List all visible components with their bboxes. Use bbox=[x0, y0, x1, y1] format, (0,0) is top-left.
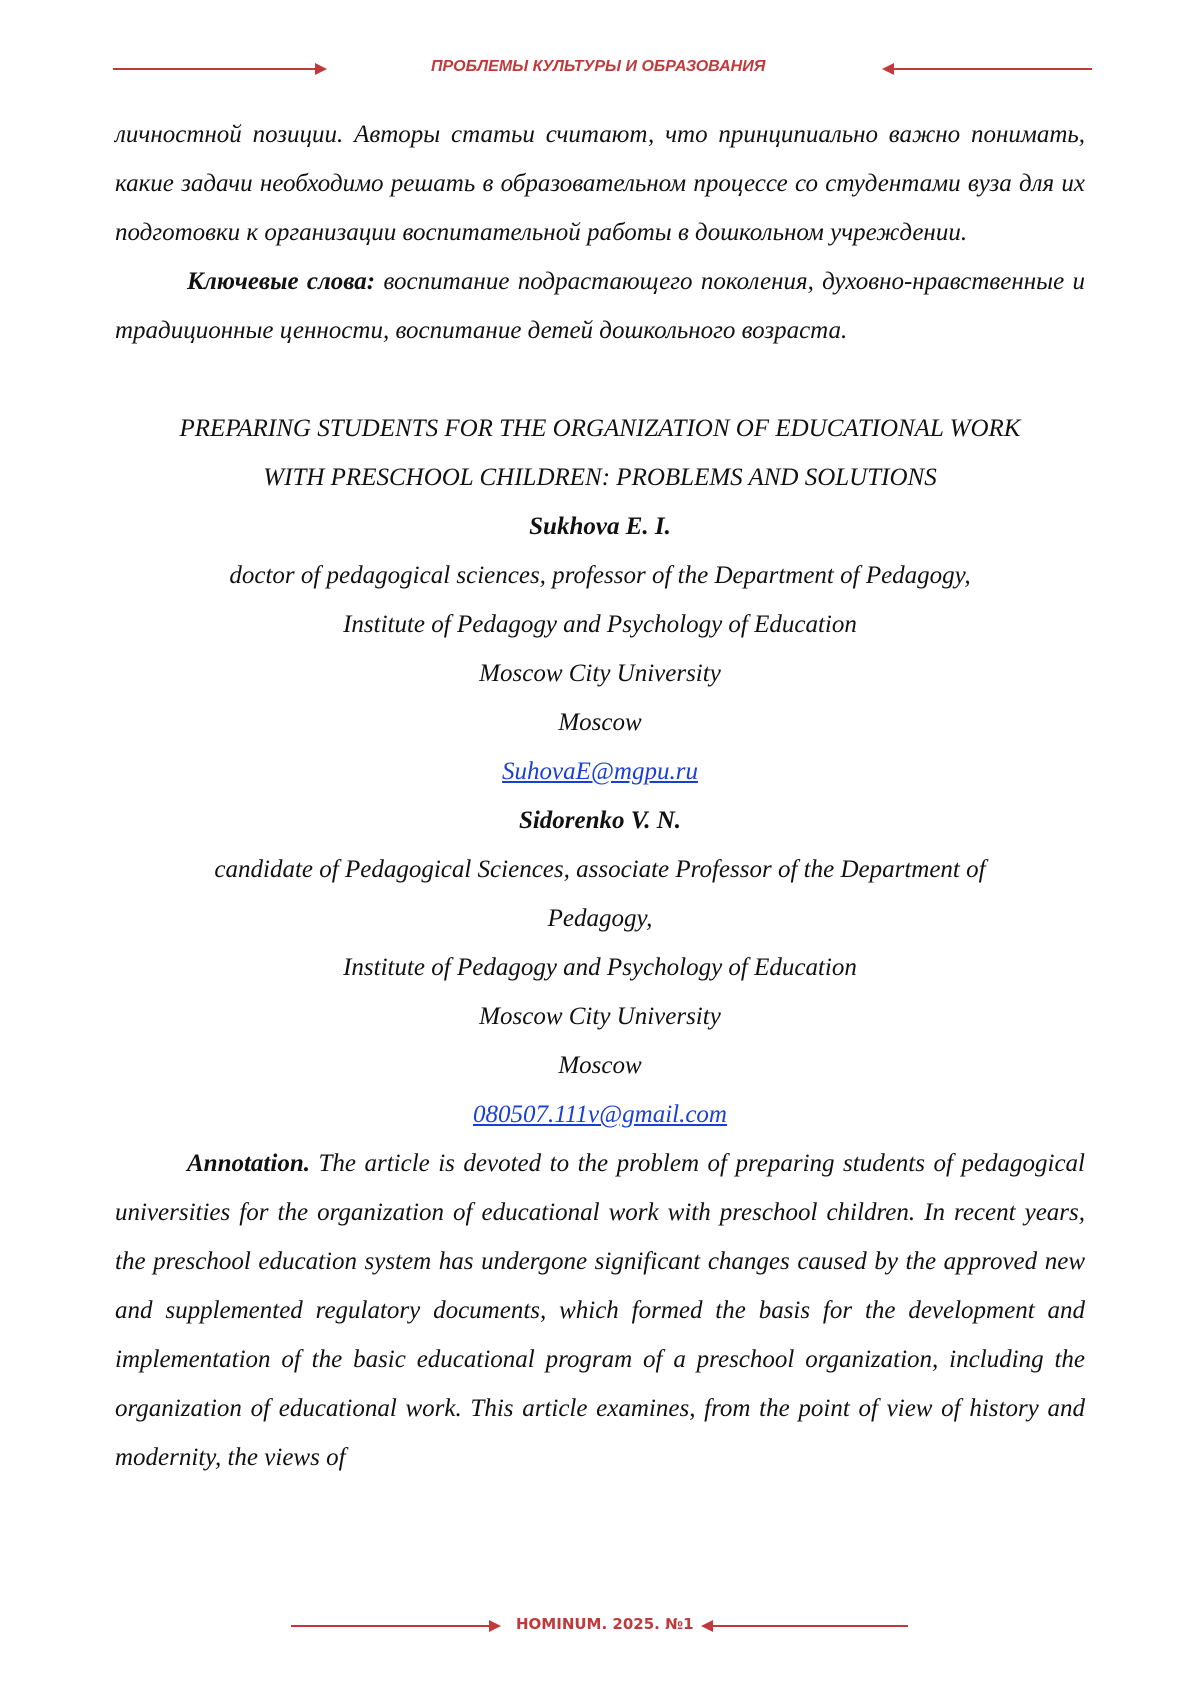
author-2-position-line-2: Pedagogy, bbox=[547, 905, 653, 932]
author-2-email-row bbox=[115, 1090, 1085, 1139]
page-body bbox=[115, 110, 1085, 1482]
english-title-line-1: PREPARING STUDENTS FOR THE ORGANIZATION OF EDUCATIONAL WORK bbox=[179, 415, 1021, 442]
author-1-name: Sukhova E. I. bbox=[529, 513, 671, 540]
running-footer bbox=[0, 1611, 1200, 1641]
header-arrow-right-icon bbox=[113, 68, 325, 70]
annotation-text: The article is devoted to the problem of preparing students of pedagogical universities for the organization of educational work with preschool children. In recent years, the preschool education system has undergone significant changes caused by the approved new and supplemented regulatory documents, which formed the basis for the development and implementation of the basic educational program of a preschool organization, including the organization of educational work. This article examines, from the point of view of history and modernity, the views of bbox=[115, 1150, 1086, 1471]
journal-section-title: ПРОБЛЕМЫ КУЛЬТУРЫ И ОБРАЗОВАНИЯ bbox=[431, 58, 766, 75]
author-1-email-link[interactable]: SuhovaE@mgpu.ru bbox=[502, 758, 698, 785]
footer-arrow-left-icon bbox=[703, 1625, 908, 1627]
russian-keywords bbox=[115, 257, 1085, 355]
author-1-email-row bbox=[115, 747, 1085, 796]
journal-issue: HOMINUM. 2025. №1 bbox=[516, 1615, 694, 1633]
annotation-label: Annotation. bbox=[187, 1150, 310, 1177]
author-1-city: Moscow bbox=[558, 709, 642, 736]
author-2-position-line-1: candidate of Pedagogical Sciences, associate Professor of the Department of bbox=[214, 856, 986, 883]
author-1-institute: Institute of Pedagogy and Psychology of Education bbox=[343, 611, 857, 638]
footer-arrow-right-icon bbox=[291, 1625, 499, 1627]
author-2-name: Sidorenko V. N. bbox=[518, 807, 682, 834]
header-arrow-left-icon bbox=[884, 68, 1092, 70]
russian-keywords-text: воспитание подрастающего поколения, духовно-нравственные и традиционные ценности, воспитание детей дошкольного возраста. bbox=[115, 268, 1085, 344]
russian-abstract-continuation: личностной позиции. Авторы статьи считают, что принципиально важно понимать, какие задачи необходимо решать в образовательном процессе со студентами вуза для их подготовки к организации воспитательной работы в дошкольном учреждении. bbox=[115, 121, 1085, 246]
english-title-line-2: WITH PRESCHOOL CHILDREN: PROBLEMS AND SOLUTIONS bbox=[263, 464, 937, 491]
author-1-position: doctor of pedagogical sciences, professor of the Department of Pedagogy, bbox=[229, 562, 971, 589]
author-2-university: Moscow City University bbox=[479, 1003, 721, 1030]
author-1-university: Moscow City University bbox=[479, 660, 721, 687]
english-annotation bbox=[115, 1139, 1085, 1482]
author-2-email-link[interactable]: 080507.111v@gmail.com bbox=[473, 1101, 727, 1128]
russian-keywords-label: Ключевые слова: bbox=[187, 268, 376, 295]
author-2-city: Moscow bbox=[558, 1052, 642, 1079]
running-header bbox=[0, 54, 1200, 84]
author-2-institute: Institute of Pedagogy and Psychology of Education bbox=[343, 954, 857, 981]
